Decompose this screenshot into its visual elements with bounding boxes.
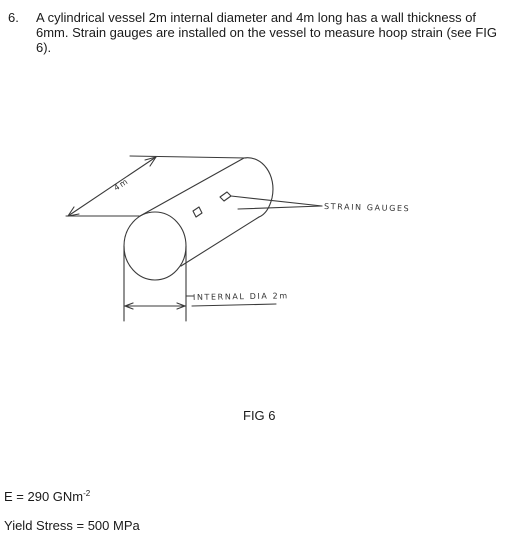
strain-gauge-icon	[220, 192, 231, 201]
question-text: A cylindrical vessel 2m internal diameter and 4m long has a wall thickness of 6mm. Strain gauges are installed on the vessel to measure hoop strain (see FIG 6).	[36, 10, 498, 55]
yield-stress-line: Yield Stress = 500 MPa	[4, 518, 140, 533]
cylinder-bottom-edge	[181, 217, 259, 266]
internal-dia-label: INTERNAL DIA 2m	[192, 291, 289, 302]
diameter-label-underline	[192, 304, 276, 306]
cylinder-top-edge	[140, 158, 244, 216]
question-number: 6.	[8, 10, 19, 25]
strain-gauge-leader-line	[238, 206, 322, 209]
strain-gauges-label: STRAIN GAUGES	[323, 202, 411, 214]
cylinder-end-circle	[124, 212, 186, 280]
figure-caption: FIG 6	[243, 408, 276, 423]
strain-gauge-icon	[193, 207, 202, 217]
modulus-exponent: -2	[83, 489, 91, 498]
length-label: 4m	[112, 176, 131, 193]
modulus-text: E = 290 GNm	[4, 489, 84, 504]
strain-gauge-leader-line	[231, 196, 322, 206]
length-extension-line	[130, 156, 246, 158]
modulus-line	[4, 489, 90, 504]
